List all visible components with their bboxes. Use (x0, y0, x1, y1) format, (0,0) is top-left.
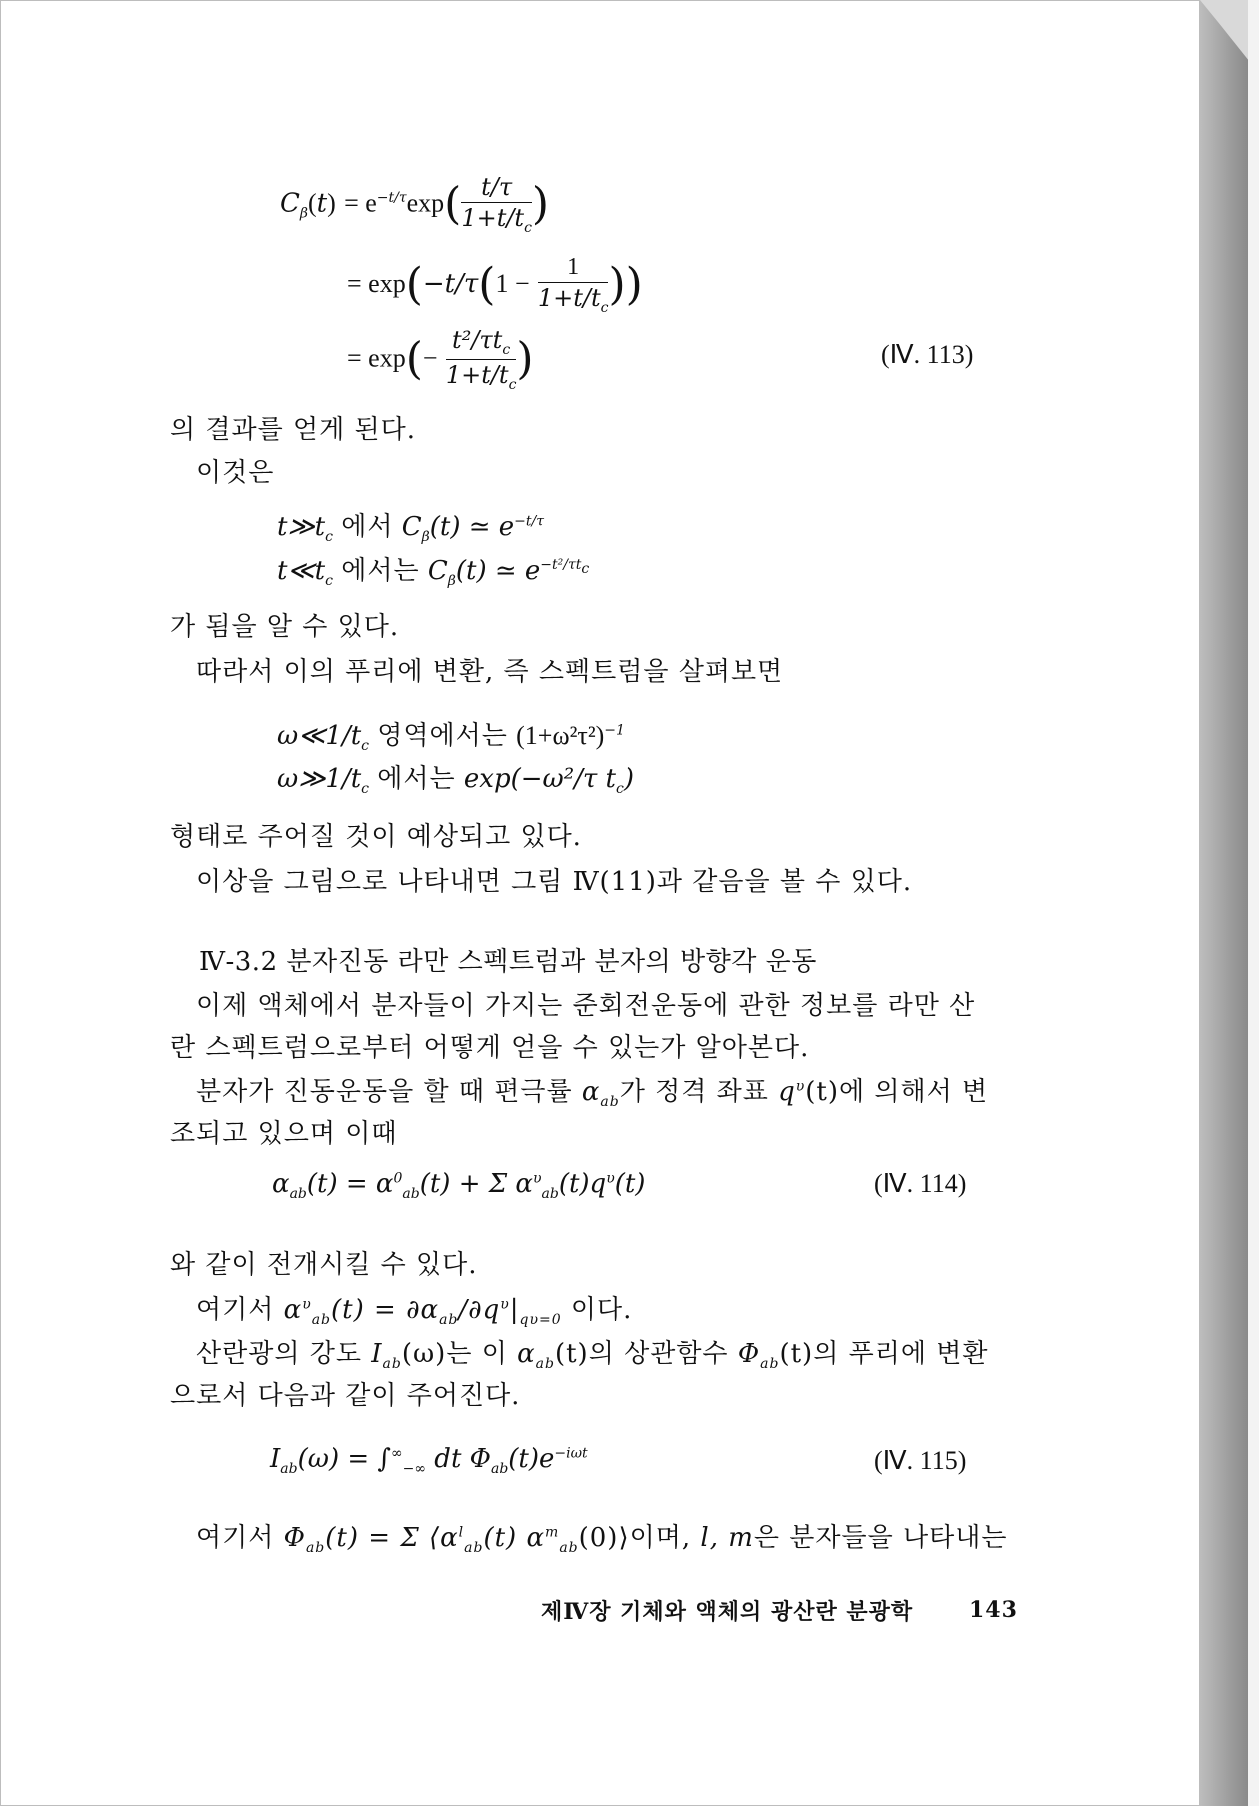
paragraph-intro-line2: 란 스펙트럼으로부터 어떻게 얻을 수 있는가 알아본다. (170, 1033, 810, 1063)
equation-113-line1: $C_\beta(t) = e^{-t/\tau}\exp$( $\frac{t/\tau}{1+t/t_c}$ ) (280, 173, 550, 236)
equation-number-113: (Ⅳ. 113) (881, 340, 974, 369)
equation-number-115: (Ⅳ. 115) (874, 1446, 967, 1475)
running-footer-chapter: 제Ⅳ장 기체와 액체의 광산란 분광학 (541, 1599, 914, 1625)
paragraph-polarizability-line2: 조되고 있으며 이때 (170, 1119, 398, 1149)
limit-short-time: $t≪t_c$ 에서는 $C_\beta(t)$ ≃ $e^{-t^2/\tau t_c}$ (277, 556, 590, 590)
paragraph-figure-ref: 이상을 그림으로 나타내면 그림 Ⅳ(11)과 같음을 볼 수 있다. (196, 867, 913, 897)
page-edge-margin (1248, 0, 1259, 1806)
paragraph-this: 이것은 (196, 458, 275, 488)
equation-113-line3: = exp(− $\frac{t^2/\tau t_c}{1+t/t_c}$ ) (347, 326, 534, 393)
omega-low: $\omega≪1/t_c$ 영역에서는 $(1+\omega^2\tau^2)^{-1}$ (277, 721, 625, 755)
limit-long-time: $t≫t_c$ 에서 $C_\beta(t)$ ≃ $e^{-t/\tau}$ (277, 512, 544, 546)
paragraph-fourier: 따라서 이의 푸리에 변환, 즉 스펙트럼을 살펴보면 (196, 657, 784, 687)
equation-115: $I_{ab}(\omega) = \int^\infty_{-\infty}$ dt $\Phi_{ab}(t)e^{-i\omega t}$ (270, 1444, 588, 1478)
equation-114: $\alpha_{ab}(t) = \alpha^0_{ab}(t) + \Sigma$ $\alpha^\upsilon_{ab}(t)q^\upsilon(t)$ (272, 1169, 646, 1203)
paragraph-intro-line1: 이제 액체에서 분자들이 가지는 준회전운동에 관한 정보를 라만 산 (196, 991, 976, 1021)
paragraph-expansion: 와 같이 전개시킬 수 있다. (170, 1250, 478, 1280)
paragraph-correlation: 여기서 $\Phi_{ab}(t) = \Sigma$ $⟨\alpha^l_{ab}(t)$ $\alpha^m_{ab}(0)⟩$이며, l, m은 분자들을 나타내는 (196, 1523, 1008, 1557)
paragraph-definition: 여기서 $\alpha^\upsilon_{ab}(t) = \partial\alpha_{ab}/\partial q^\upsilon|_{q\upsilon=0}$ 이다. (196, 1295, 633, 1329)
omega-high: $\omega≫1/t_c$ 에서는 exp(−ω²/τ $t_c$) (277, 764, 635, 798)
page-number: 143 (969, 1597, 1018, 1623)
paragraph-conclusion: 가 됨을 알 수 있다. (170, 612, 400, 642)
paragraph-result: 의 결과를 얻게 된다. (170, 415, 416, 445)
paragraph-intensity-line1: 산란광의 강도 $I_{ab}(\omega)$는 이 $\alpha_{ab}(t)$의 상관함수 $\Phi_{ab}(t)$의 푸리에 변환 (196, 1339, 989, 1373)
equation-number-114: (Ⅳ. 114) (874, 1169, 967, 1198)
paragraph-expected-form: 형태로 주어질 것이 예상되고 있다. (170, 822, 582, 852)
paragraph-intensity-line2: 으로서 다음과 같이 주어진다. (170, 1381, 521, 1411)
equation-113-line2: = exp(−t/τ(1 − $\frac{1}{1+t/t_c}$ )) (347, 254, 643, 316)
page-edge-shadow (1200, 0, 1248, 1806)
paragraph-polarizability-line1: 분자가 진동운동을 할 때 편극률 $\alpha_{ab}$가 정격 좌표 $q^\upsilon(t)$에 의해서 변 (196, 1077, 989, 1111)
section-heading: Ⅳ-3.2 분자진동 라만 스펙트럼과 분자의 방향각 운동 (199, 947, 817, 977)
